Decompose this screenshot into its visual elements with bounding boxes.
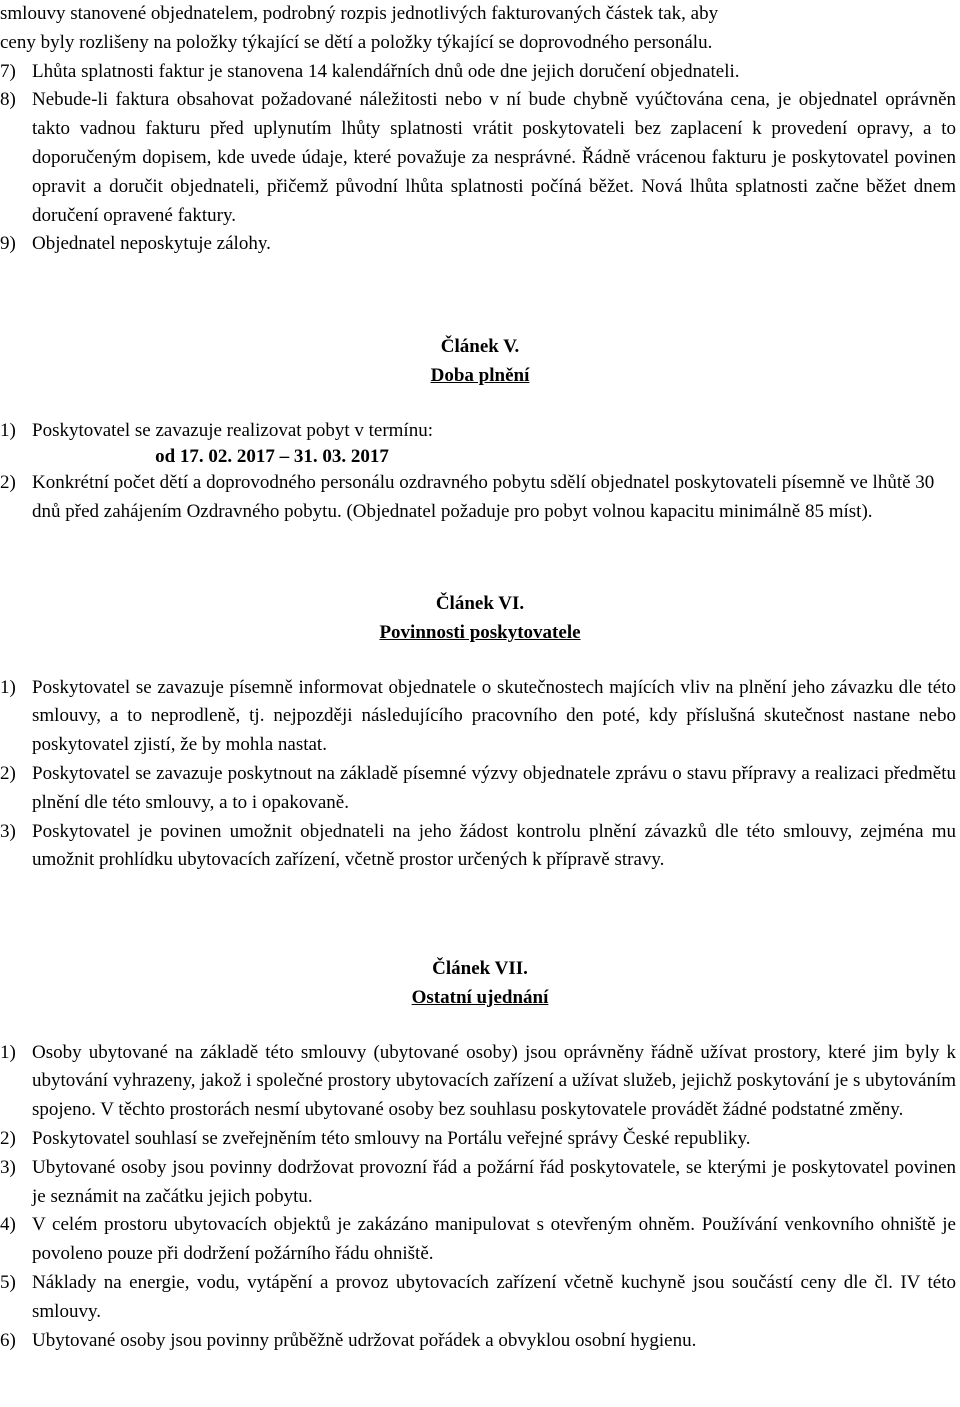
item-number: 1) xyxy=(0,419,16,441)
article-subheading-text: Doba plnění xyxy=(430,364,530,386)
item-text: Objednatel neposkytuje zálohy. xyxy=(32,233,271,255)
item-number: 4) xyxy=(0,1214,16,1236)
article-5 xyxy=(0,333,956,527)
list-item xyxy=(0,1039,956,1125)
intro-section xyxy=(0,0,956,259)
list-item xyxy=(0,417,956,446)
item-number: 9) xyxy=(0,233,16,255)
list-item xyxy=(0,818,956,876)
article-heading: Článek VI. xyxy=(435,593,525,614)
article-7 xyxy=(0,955,956,1355)
item-text: Konkrétní počet dětí a doprovodného personálu ozdravného pobytu sdělí objednatel poskytovateli písemně ve lhůtě 30 dnů před zahájením Ozdravného pobytu. (Objednatel požaduje pro pobyt volnou kapacitu minimálně 85 míst). xyxy=(32,472,935,523)
item-number: 1) xyxy=(0,1041,16,1063)
item-number: 7) xyxy=(0,60,16,82)
item-number: 3) xyxy=(0,1156,16,1178)
item-number: 8) xyxy=(0,89,16,111)
stay-dates: od 17. 02. 2017 – 31. 03. 2017 xyxy=(155,446,389,468)
item-text: Poskytovatel se zavazuje poskytnout na základě písemné výzvy objednatele zprávu o stavu přípravy a realizaci předmětu plnění dle této smlouvy, a to i opakovaně. xyxy=(32,762,956,813)
list-item xyxy=(0,760,956,818)
item-text: Osoby ubytované na základě této smlouvy (ubytované osoby) jsou oprávněny řádně užívat prostory, které jim byly k ubytování vyhrazeny, jakož i společné prostory ubytovacích zařízení a užívat služeb, jejichž poskytování je s ubytováním spojeno. V těchto prostorách nesmí ubytované osoby bez souhlasu poskytovatele provádět žádné podstatné změny. xyxy=(32,1041,956,1121)
item-text: Náklady na energie, vodu, vytápění a provoz ubytovacích zařízení včetně kuchyně jsou součástí ceny dle čl. IV této smlouvy. xyxy=(32,1271,956,1322)
continuation-line-2: ceny byly rozlišeny na položky týkající se dětí a položky týkající se doprovodného personálu. xyxy=(0,31,713,53)
item-text: Poskytovatel se zavazuje písemně informovat objednatele o skutečnostech majících vliv na plnění jeho závazku dle této smlouvy, a to neprodleně, tj. nejpozději následujícího pracovního den poté, kdy příslušná skutečnost nastane nebo poskytovatel zjistí, že by mohla nastat. xyxy=(32,676,956,756)
article-heading: Článek VII. xyxy=(432,958,528,979)
item-number: 1) xyxy=(0,676,16,698)
item-text: V celém prostoru ubytovacích objektů je zakázáno manipulovat s otevřeným ohněm. Používání venkovního ohniště je povoleno pouze při dodržení požárního řádu ohniště. xyxy=(32,1214,956,1265)
item-number: 2) xyxy=(0,1127,16,1149)
item-number: 2) xyxy=(0,762,16,784)
item-text: Ubytované osoby jsou povinny průběžně udržovat pořádek a obvyklou osobní hygienu. xyxy=(32,1329,697,1351)
item-text: Lhůta splatnosti faktur je stanovena 14 kalendářních dnů ode dne jejich doručení objednateli. xyxy=(32,60,740,82)
list-item xyxy=(0,230,956,259)
article-subheading xyxy=(0,984,960,1013)
list-item xyxy=(0,1327,956,1356)
list-item xyxy=(0,1154,956,1212)
article-heading: Článek V. xyxy=(440,336,520,357)
item-text: Ubytované osoby jsou povinny dodržovat provozní řád a požární řád poskytovatele, se kterými je poskytovatel povinen je seznámit na začátku jejich pobytu. xyxy=(32,1156,956,1207)
article-subheading xyxy=(0,362,960,391)
list-item xyxy=(0,1125,956,1154)
continuation-line-1: smlouvy stanovené objednatelem, podrobný rozpis jednotlivých fakturovaných částek tak, aby xyxy=(0,3,719,24)
list-item xyxy=(0,58,956,87)
item-number: 2) xyxy=(0,472,16,494)
list-item xyxy=(0,674,956,760)
list-item xyxy=(0,1211,956,1269)
item-text: Poskytovatel je povinen umožnit objednateli na jeho žádost kontrolu plnění závazků dle této smlouvy, zejména mu umožnit prohlídku ubytovacích zařízení, včetně prostor určených k přípravě stravy. xyxy=(32,820,956,871)
item-number: 5) xyxy=(0,1271,16,1293)
item-number: 3) xyxy=(0,820,16,842)
article-subheading-text: Povinnosti poskytovatele xyxy=(379,621,581,643)
item-text: Nebude-li faktura obsahovat požadované náležitosti nebo v ní bude chybně vyúčtována cena, je objednatel oprávněn takto vadnou fakturu před uplynutím lhůty splatnosti vrátit poskytovateli bez zaplacení k provedení opravy, a to doporučeným dopisem, kde uvede údaje, které považuje za nesprávné. Řádně vrácenou fakturu je poskytovatel povinen opravit a doručit objednateli, přičemž původní lhůta splatnosti počíná běžet. Nová lhůta splatnosti začne běžet dnem doručení opravené faktury. xyxy=(32,89,956,226)
list-item xyxy=(0,1269,956,1327)
item-text: Poskytovatel se zavazuje realizovat pobyt v termínu: xyxy=(32,419,433,441)
item-number: 6) xyxy=(0,1329,16,1351)
article-subheading-text: Ostatní ujednání xyxy=(411,986,549,1008)
item-text: Poskytovatel souhlasí se zveřejněním této smlouvy na Portálu veřejné správy České republiky. xyxy=(32,1127,751,1149)
article-6 xyxy=(0,590,956,875)
list-item xyxy=(0,469,956,527)
article-subheading xyxy=(0,619,960,648)
list-item xyxy=(0,86,956,230)
